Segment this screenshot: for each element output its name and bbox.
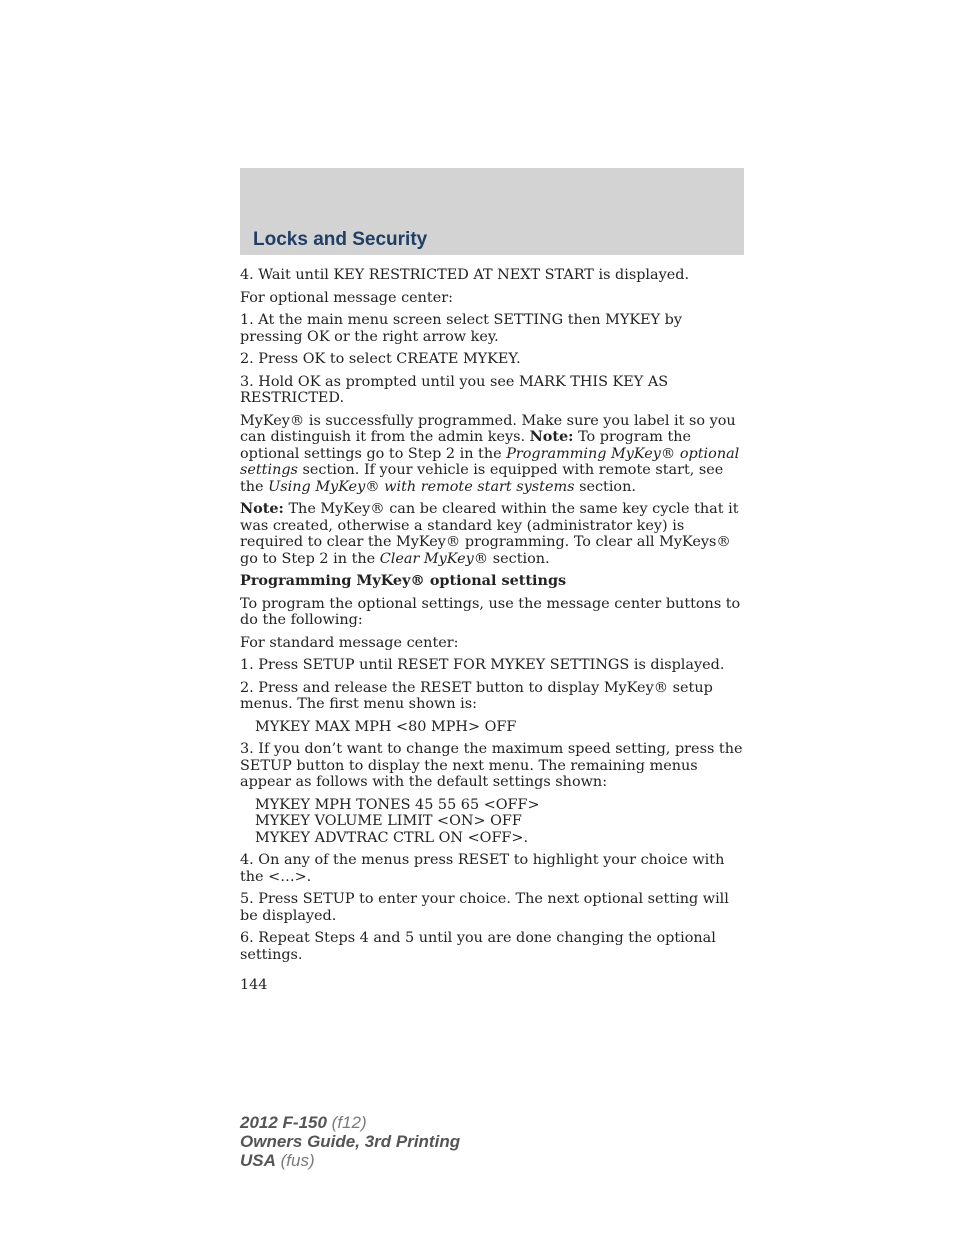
document-footer [240, 1113, 460, 1170]
optional-center-label: For optional message center: [240, 289, 453, 306]
step-create-mykey: 2. Press OK to select CREATE MYKEY. [240, 351, 521, 367]
step-press-reset: 2. Press and release the RESET button to display MyKey® setup menus. The first menu shown is: [240, 679, 713, 712]
footer-region-line: USA (fus) [240, 1151, 315, 1170]
step-highlight-choice: 4. On any of the menus press RESET to highlight your choice with the <…>. [240, 852, 725, 885]
subsection-heading: Programming MyKey® optional settings [240, 572, 567, 589]
standard-center-label: For standard message center: [240, 634, 459, 651]
menu-max-mph: MYKEY MAX MPH <80 MPH> OFF [255, 718, 517, 735]
step-select-setting: 1. At the main menu screen select SETTING then MYKEY by pressing OK or the right arrow key. [240, 312, 683, 345]
step-repeat: 6. Repeat Steps 4 and 5 until you are done changing the optional settings. [240, 930, 716, 963]
optional-settings-intro: To program the optional settings, use the message center buttons to do the following: [240, 595, 741, 628]
step-change-speed: 3. If you don’t want to change the maximum speed setting, press the SETUP button to display the next menu. The remaining menus appear as follows with the default settings shown: [240, 741, 743, 790]
step-hold-ok: 3. Hold OK as prompted until you see MARK THIS KEY AS RESTRICTED. [240, 373, 669, 406]
clear-note-paragraph: Note: The MyKey® can be cleared within the same key cycle that it was created, otherwise a standard key (administrator key) is required to clear the MyKey® programming. To clear all MyKeys® go to Step 2 in the Clear MyKey® section. [240, 500, 739, 567]
page-number: 144 [240, 977, 268, 993]
xref-clear-mykey: Clear MyKey® [379, 550, 489, 567]
section-header-band [240, 168, 744, 255]
footer-model-line: 2012 F-150 (f12) [240, 1113, 367, 1132]
page-content [240, 267, 745, 1000]
mykey-programmed-paragraph: MyKey® is successfully programmed. Make sure you label it so you can distinguish it from the admin keys. Note: To program the optional settings go to Step 2 in the Programming MyKey® optional settings section. If your vehicle is equipped with remote start, see the Using MyKey® with remote start systems section. [240, 412, 740, 495]
xref-remote-start: Using MyKey® with remote start systems [268, 478, 575, 495]
step-enter-choice: 5. Press SETUP to enter your choice. The next optional setting will be displayed. [240, 891, 729, 924]
menu-volume-limit: MYKEY VOLUME LIMIT <ON> OFF [255, 813, 522, 829]
section-title: Locks and Security [253, 229, 428, 250]
menu-mph-tones: MYKEY MPH TONES 45 55 65 <OFF> [255, 796, 540, 813]
menu-advtrac-ctrl: MYKEY ADVTRAC CTRL ON <OFF>. [255, 829, 529, 846]
default-menu-list [240, 797, 745, 847]
step-wait: 4. Wait until KEY RESTRICTED AT NEXT START is displayed. [240, 267, 690, 283]
step-press-setup: 1. Press SETUP until RESET FOR MYKEY SETTINGS is displayed. [240, 657, 725, 673]
xref-programming-optional: Programming MyKey® optional settings [240, 445, 740, 478]
footer-guide-line: Owners Guide, 3rd Printing [240, 1132, 461, 1151]
